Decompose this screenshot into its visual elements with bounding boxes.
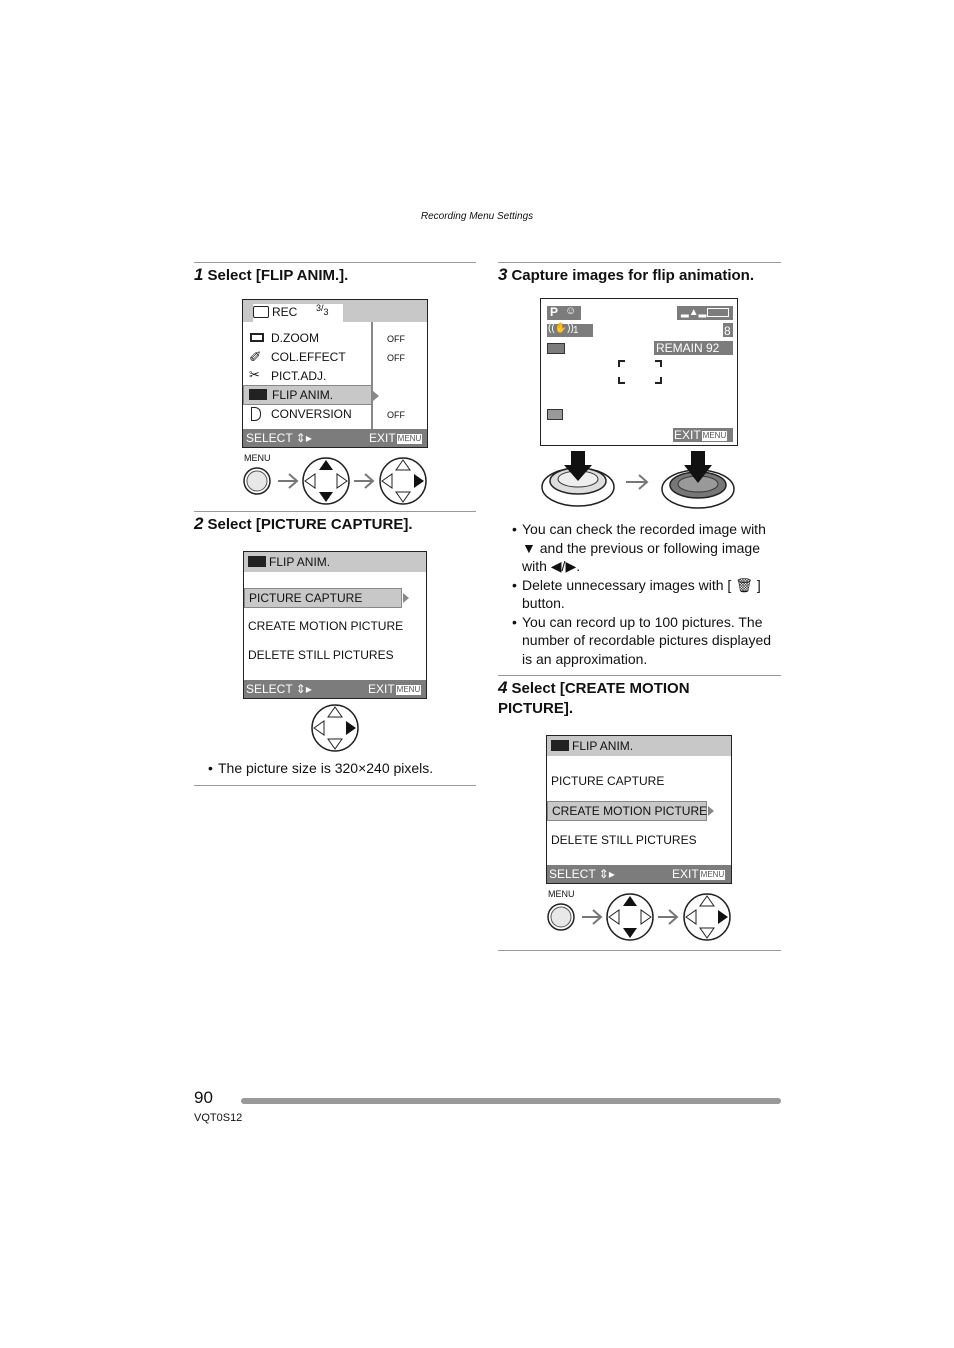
menu-badge: MENU — [700, 869, 725, 879]
quality-icon: ▂▲▂ — [681, 307, 707, 318]
submenu-arrow-icon — [373, 391, 379, 401]
rec-menu-screen — [242, 299, 428, 448]
conversion-icon — [251, 407, 261, 421]
select-hint: SELECT ⇕▸ — [246, 431, 312, 445]
exit-hint: EXIT MENU — [674, 428, 727, 442]
arrow-right-icon — [582, 910, 601, 924]
option-picture-capture[interactable]: PICTURE CAPTURE — [551, 774, 665, 788]
remain-counter: REMAIN 92 — [656, 341, 720, 355]
screen-title: FLIP ANIM. — [572, 739, 634, 753]
dpad-up-down-icon[interactable] — [607, 894, 653, 940]
menu-button-icon[interactable] — [244, 468, 270, 494]
exit-hint: EXIT MENU — [368, 682, 421, 696]
picture-count: 8 — [724, 324, 731, 338]
flip-anim-screen — [546, 735, 732, 884]
step1-controls — [242, 455, 432, 507]
arrow-right-icon — [354, 474, 373, 488]
shutter-full-press-icon[interactable] — [662, 451, 734, 508]
option-create-motion-picture-selected[interactable] — [547, 801, 707, 821]
flipanim-icon — [547, 343, 565, 354]
screen-title-bar — [547, 736, 731, 756]
note-item: • The picture size is 320×240 pixels. — [206, 759, 478, 778]
flipanim-icon — [249, 389, 267, 400]
screen-title-bar — [244, 552, 426, 572]
note-item: • Delete unnecessary images with [ 🗑 ] button. — [510, 576, 782, 613]
pictadj-icon: ✂ — [249, 367, 260, 382]
step-title: Select [CREATE MOTION PICTURE]. — [498, 680, 690, 717]
value-column — [371, 322, 428, 430]
exit-hint: EXIT MENU — [369, 431, 422, 445]
menu-item-label: COL.EFFECT — [271, 350, 346, 364]
option-picture-capture-selected[interactable] — [244, 588, 402, 608]
step2-notes — [206, 759, 478, 778]
menu-badge: MENU — [396, 684, 421, 694]
option-delete-still-pictures[interactable]: DELETE STILL PICTURES — [248, 648, 394, 662]
flipanim-icon — [248, 556, 266, 567]
divider — [194, 511, 476, 512]
menu-item-label: FLIP ANIM. — [272, 388, 334, 402]
stabilizer-icon: ((✋)) — [548, 323, 574, 334]
screen-footer-bar — [243, 429, 427, 447]
menu-badge: MENU — [397, 433, 422, 443]
shutter-diagram — [540, 449, 740, 515]
step-2-heading — [194, 514, 413, 535]
step-number: 4 — [498, 678, 508, 697]
divider — [194, 262, 476, 263]
value-col-effect: OFF — [387, 353, 405, 363]
note-item: • You can record up to 100 pictures. The number of recordable pictures displayed is an approximation. — [510, 613, 782, 669]
step-number: 3 — [498, 265, 508, 284]
step-number: 1 — [194, 265, 204, 284]
coleffect-icon: ✐ — [249, 349, 262, 366]
step-title: Select [FLIP ANIM.]. — [207, 267, 349, 284]
option-create-motion-picture[interactable]: CREATE MOTION PICTURE — [248, 619, 404, 633]
value-dzoom: OFF — [387, 334, 405, 344]
capture-screen — [540, 298, 738, 446]
screen-footer-bar — [244, 680, 426, 698]
submenu-arrow-icon — [403, 593, 409, 603]
dpad-right-icon[interactable] — [380, 458, 426, 504]
flip-anim-screen — [243, 551, 427, 699]
menu-item-label: CONVERSION — [271, 407, 352, 421]
divider — [498, 675, 781, 676]
af-frame-icon — [617, 359, 665, 387]
dpad-right-icon[interactable] — [312, 705, 358, 751]
divider — [194, 785, 476, 786]
mode-label: P — [550, 305, 559, 319]
option-label: CREATE MOTION PICTURE — [552, 804, 708, 818]
screen-footer-bar — [547, 865, 731, 883]
step-title: Capture images for flip animation. — [511, 267, 755, 284]
value-conversion: OFF — [387, 410, 405, 420]
rec-tab-label: REC — [272, 305, 298, 319]
step-3-heading — [498, 265, 754, 286]
menu-item-label: PICT.ADJ. — [271, 369, 327, 383]
face-icon: ☺ — [565, 305, 577, 317]
dpad-right-icon[interactable] — [684, 894, 730, 940]
step2-controls — [310, 703, 360, 753]
step3-notes — [510, 520, 782, 668]
arrow-right-icon — [278, 474, 297, 488]
submenu-arrow-icon — [708, 806, 714, 816]
af-mode-icon — [547, 409, 563, 420]
dzoom-icon — [250, 333, 264, 342]
menu-list — [243, 322, 371, 430]
step-number: 2 — [194, 514, 204, 533]
document-code: VQT0S12 — [194, 1112, 243, 1124]
menu-button-label: MENU — [244, 453, 271, 463]
select-hint: SELECT ⇕▸ — [246, 682, 312, 696]
menu-badge: MENU — [702, 430, 727, 440]
divider — [498, 262, 781, 263]
step4-controls — [546, 891, 736, 943]
flipanim-icon — [551, 740, 569, 751]
select-hint: SELECT ⇕▸ — [549, 867, 615, 881]
page-number: 90 — [194, 1088, 213, 1107]
menu-item-flip-anim-selected[interactable] — [243, 385, 373, 405]
stabilizer-mode: 1 — [573, 325, 579, 336]
step-1-heading — [194, 265, 348, 286]
step-4-heading — [498, 678, 738, 719]
divider — [498, 950, 781, 951]
battery-icon — [707, 308, 729, 317]
menu-item-label: D.ZOOM — [271, 331, 319, 345]
option-label: PICTURE CAPTURE — [249, 591, 363, 605]
menu-button-icon[interactable] — [548, 904, 574, 930]
running-header: Recording Menu Settings — [420, 211, 534, 222]
dpad-up-down-icon[interactable] — [303, 458, 349, 504]
note-item: • You can check the recorded image with ▼ and the previous or following image with ◀/▶. — [510, 520, 782, 576]
arrow-right-icon — [626, 475, 647, 489]
camera-icon — [253, 306, 269, 318]
rec-tab — [253, 304, 343, 322]
screen-title: FLIP ANIM. — [269, 555, 331, 569]
shutter-half-press-icon[interactable] — [542, 451, 614, 506]
page-indicator: 3/3 — [316, 303, 329, 317]
menu-button-label: MENU — [548, 889, 575, 899]
arrow-right-icon — [658, 910, 677, 924]
exit-hint: EXIT MENU — [672, 867, 725, 881]
footer-bar — [241, 1098, 781, 1104]
option-delete-still-pictures[interactable]: DELETE STILL PICTURES — [551, 833, 697, 847]
step-title: Select [PICTURE CAPTURE]. — [207, 516, 413, 533]
